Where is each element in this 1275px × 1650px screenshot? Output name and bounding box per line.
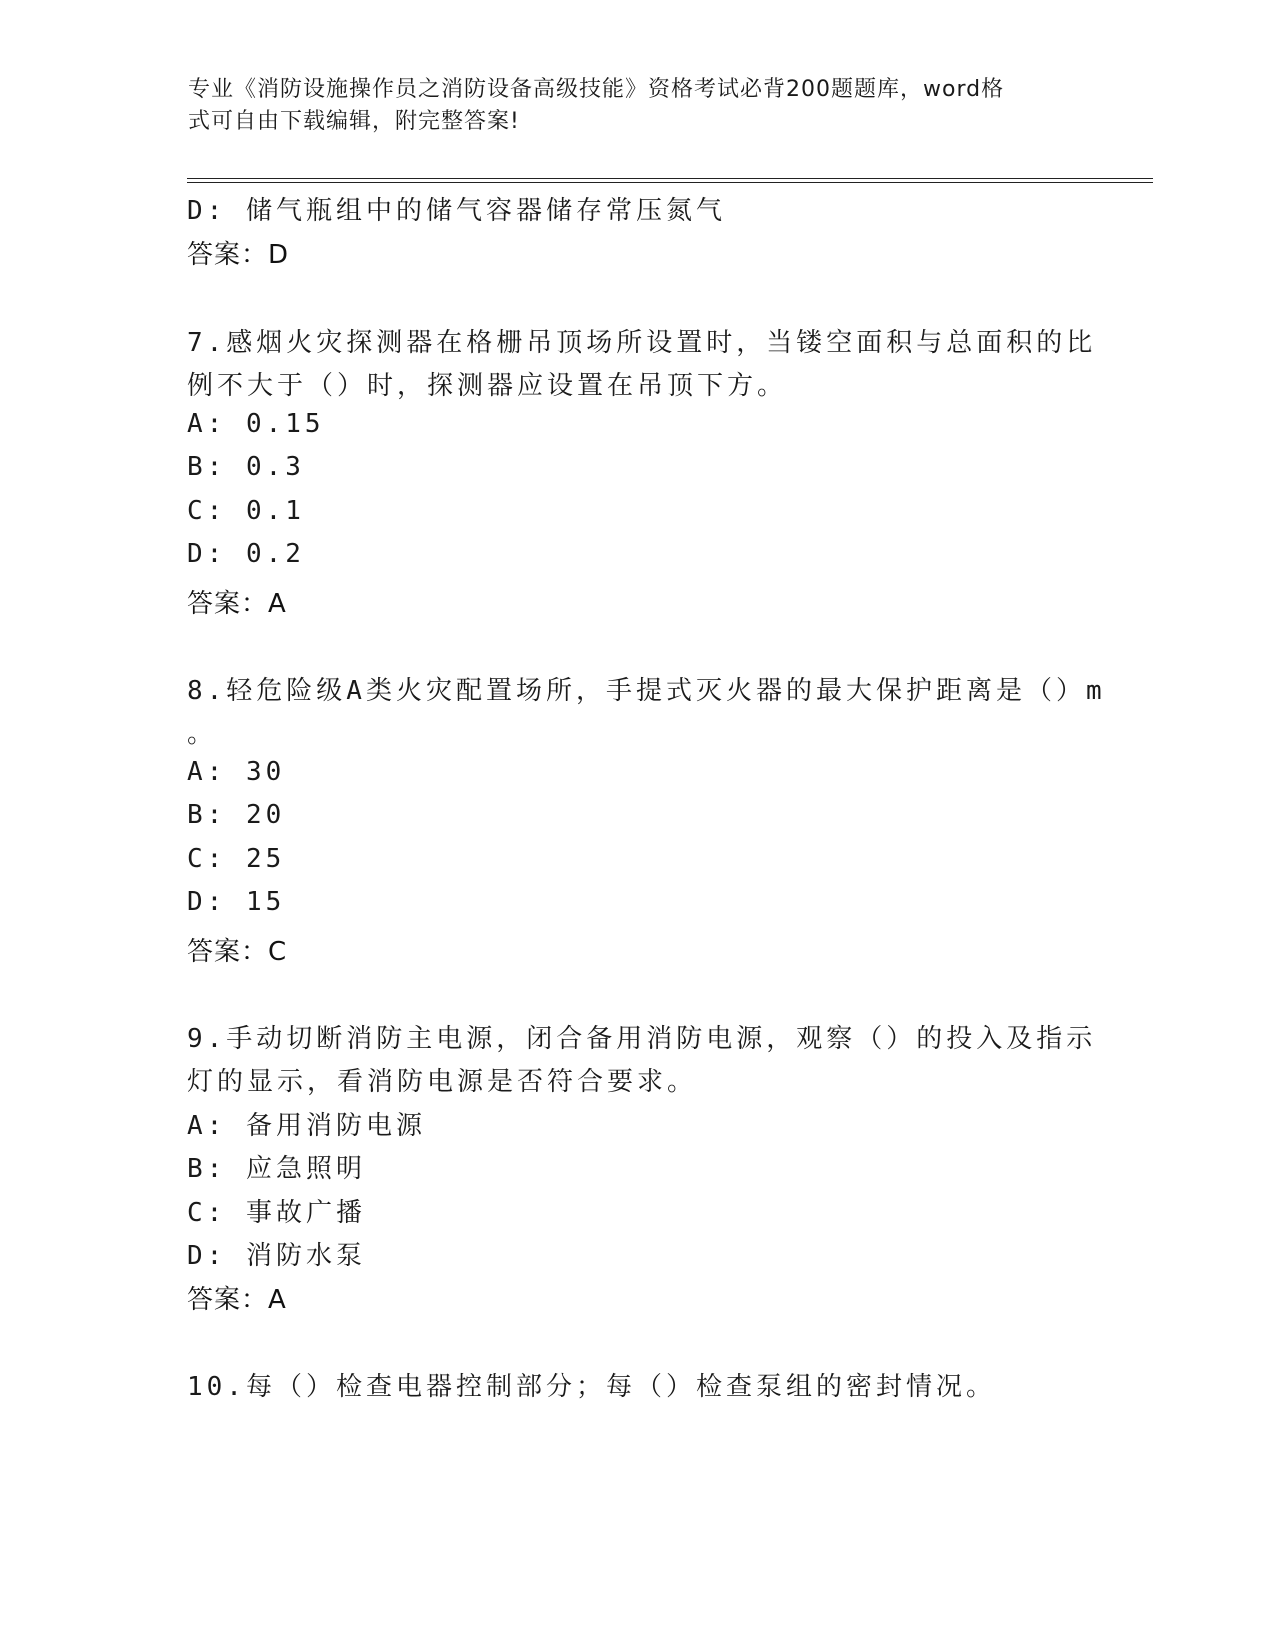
question-9-option-d: D: 消防水泵 <box>187 1241 366 1271</box>
question-8-option-a: A: 30 <box>187 757 286 787</box>
question-8-stem-line-1: 8.轻危险级A类火灾配置场所，手提式灭火器的最大保护距离是（）m <box>187 676 1106 706</box>
prev-question-option-d: D: 储气瓶组中的储气容器储存常压氮气 <box>187 196 726 226</box>
header-divider-bottom <box>187 182 1153 183</box>
question-9-option-b: B: 应急照明 <box>187 1154 366 1184</box>
question-9-stem-line-1: 9.手动切断消防主电源，闭合备用消防电源，观察（）的投入及指示 <box>187 1024 1097 1054</box>
question-7-option-b: B: 0.3 <box>187 452 305 482</box>
question-7-option-d: D: 0.2 <box>187 539 305 569</box>
question-9-answer: 答案：A <box>187 1285 287 1315</box>
question-7-option-a: A: 0.15 <box>187 409 325 439</box>
question-9-option-c: C: 事故广播 <box>187 1198 366 1228</box>
question-8-option-b: B: 20 <box>187 800 286 830</box>
header-line-1: 专业《消防设施操作员之消防设备高级技能》资格考试必背200题题库，word格 <box>188 77 1005 102</box>
question-10-stem-line-1: 10.每（）检查电器控制部分；每（）检查泵组的密封情况。 <box>187 1372 996 1402</box>
question-7-stem-line-1: 7.感烟火灾探测器在格栅吊顶场所设置时，当镂空面积与总面积的比 <box>187 328 1097 358</box>
question-9-stem-line-2: 灯的显示，看消防电源是否符合要求。 <box>187 1067 698 1097</box>
question-8-stem-line-2: 。 <box>187 719 218 749</box>
question-8-answer: 答案：C <box>187 937 288 967</box>
prev-question-answer: 答案：D <box>187 240 290 270</box>
question-7-answer: 答案：A <box>187 589 287 619</box>
question-8-option-c: C: 25 <box>187 844 286 874</box>
question-8-option-d: D: 15 <box>187 887 286 917</box>
question-7-stem-line-2: 例不大于（）时，探测器应设置在吊顶下方。 <box>187 371 788 401</box>
question-7-option-c: C: 0.1 <box>187 496 305 526</box>
document-header <box>188 74 1068 138</box>
header-line-2: 式可自由下载编辑，附完整答案! <box>188 109 520 134</box>
question-9-option-a: A: 备用消防电源 <box>187 1111 426 1141</box>
header-divider-top <box>187 178 1153 179</box>
